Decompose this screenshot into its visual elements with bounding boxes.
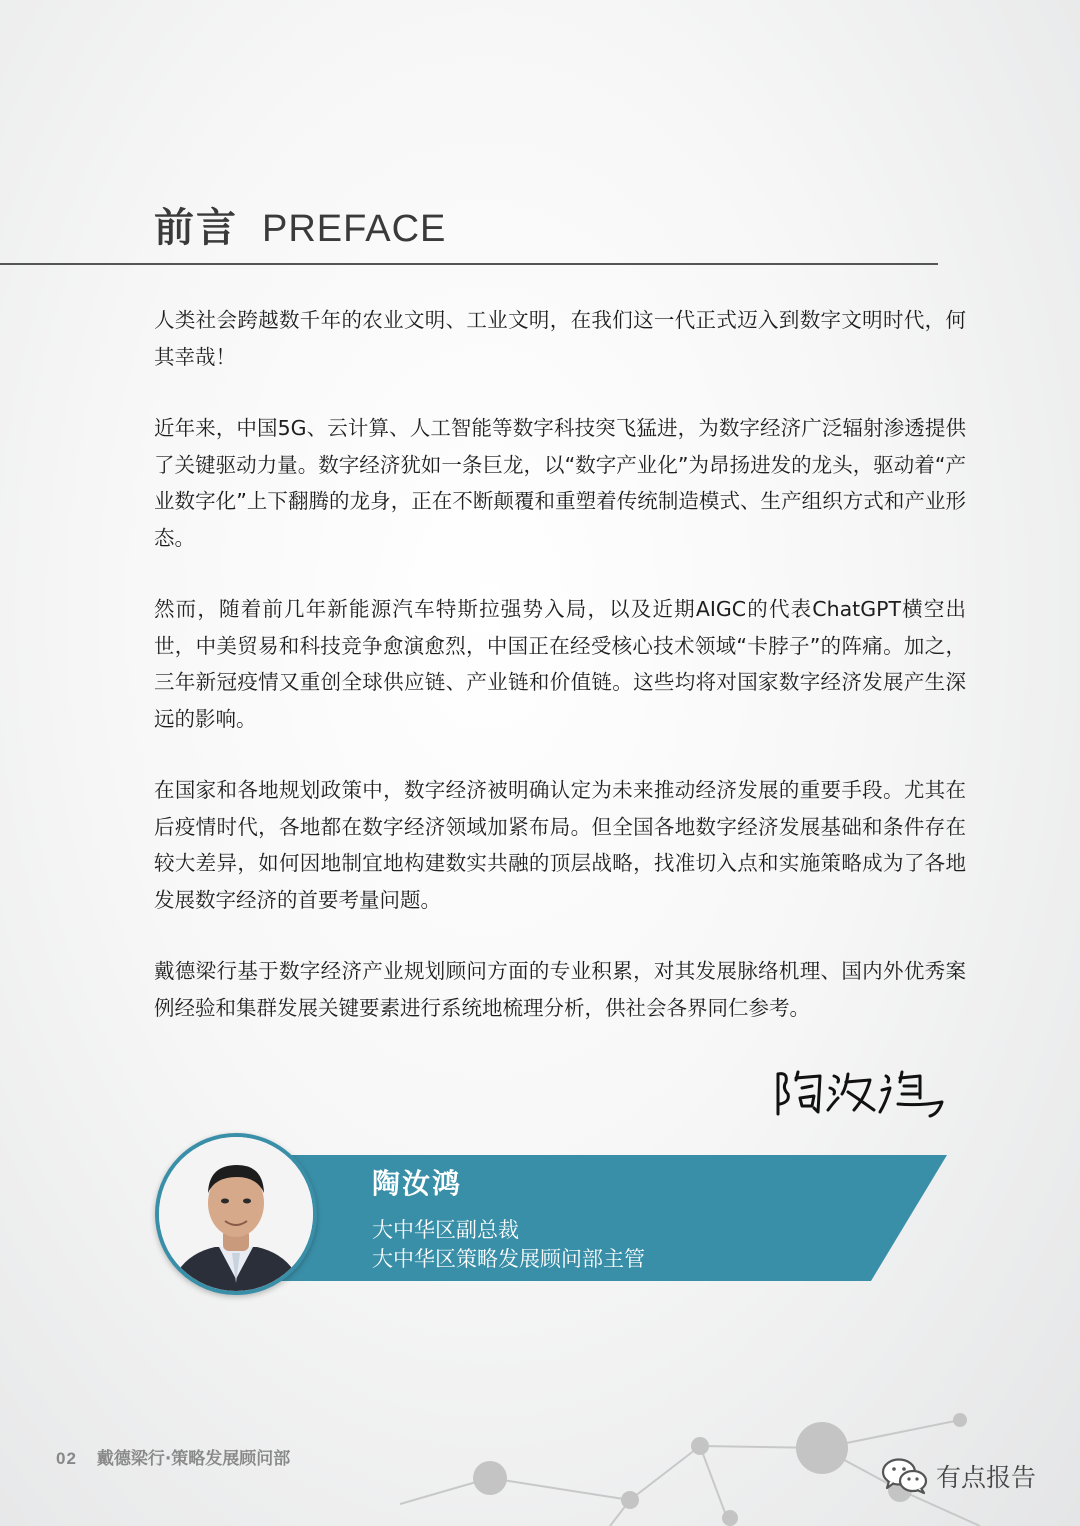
page-footer — [56, 1444, 290, 1469]
paragraph: 然而，随着前几年新能源汽车特斯拉强势入局，以及近期AIGC的代表ChatGPT横空出世，中美贸易和科技竞争愈演愈烈，中国正在经受核心技术领域“卡脖子”的阵痛。加之，三年新冠疫情又重创全球供应链、产业链和价值链。这些均将对国家数字经济发展产生深远的影响。 — [154, 597, 966, 731]
person-department: 大中华区策略发展顾问部主管 — [372, 1247, 645, 1271]
title-chinese: 前言 — [154, 205, 238, 251]
paragraph: 在国家和各地规划政策中，数字经济被明确认定为未来推动经济发展的重要手段。尤其在后疫情时代，各地都在数字经济领域加紧布局。但全国各地数字经济发展基础和条件存在较大差异，如何因地制宜地构建数实共融的顶层战略，找准切入点和实施策略成为了各地发展数字经济的首要考量问题。 — [154, 778, 966, 912]
person-title: 大中华区副总裁 — [372, 1218, 519, 1242]
avatar — [155, 1133, 317, 1295]
watermark — [880, 1456, 1036, 1496]
watermark-text: 有点报告 — [936, 1463, 1037, 1492]
paragraph: 人类社会跨越数千年的农业文明、工业文明，在我们这一代正式迈入到数字文明时代，何其幸哉！ — [154, 308, 966, 369]
title-english: PREFACE — [262, 208, 447, 250]
portrait-photo — [159, 1137, 313, 1291]
preface-body — [154, 302, 966, 1061]
wechat-icon — [880, 1456, 930, 1496]
page-title — [154, 196, 446, 253]
footer-org-name: 戴德梁行·策略发展顾问部 — [96, 1449, 291, 1469]
handwritten-signature — [770, 1062, 950, 1122]
paragraph: 戴德梁行基于数字经济产业规划顾问方面的专业积累，对其发展脉络机理、国内外优秀案例经验和集群发展关键要素进行系统地梳理分析，供社会各界同仁参考。 — [154, 959, 966, 1020]
paragraph: 近年来，中国5G、云计算、人工智能等数字科技突飞猛进，为数字经济广泛辐射渗透提供了关键驱动力量。数字经济犹如一条巨龙，以“数字产业化”为昂扬进发的龙头，驱动着“产业数字化”上下翻腾的龙身，正在不断颠覆和重塑着传统制造模式、生产组织方式和产业形态。 — [154, 416, 966, 550]
page-number: 02 — [56, 1449, 77, 1468]
title-divider — [0, 263, 938, 265]
person-name: 陶汝鸿 — [372, 1167, 463, 1200]
